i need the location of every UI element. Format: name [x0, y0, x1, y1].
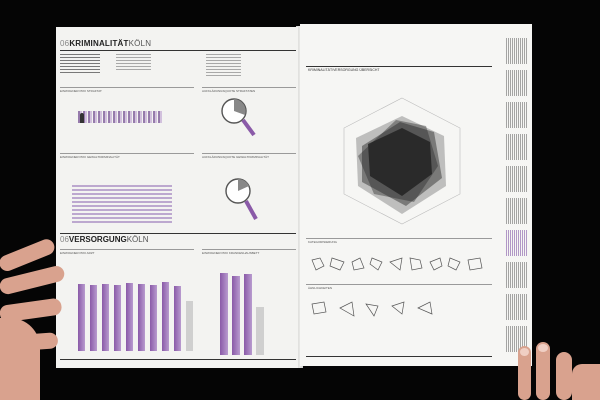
- hospital-bed-bar-chart: [220, 267, 270, 355]
- mini-chart: [506, 262, 528, 288]
- right-title: KRIMINALITÄT/VERSORGUNG ÜBERSICHT: [308, 68, 380, 72]
- bed-bar: [232, 276, 240, 355]
- radar-chart: [322, 86, 482, 236]
- bottom-rule: [60, 359, 296, 360]
- sim-shape-4: [392, 302, 404, 314]
- section5-rule: [60, 233, 296, 234]
- doctor-bar: [186, 301, 193, 351]
- section3-rule: [60, 153, 194, 154]
- shape-7: [430, 258, 442, 270]
- section6-rule: [60, 249, 194, 250]
- right-title-rule: [306, 66, 492, 67]
- section5-main: VERSORGUNG: [68, 235, 127, 244]
- mini-chart: [506, 166, 528, 192]
- mini-chart: [506, 198, 528, 224]
- left-hand-palm: [0, 318, 40, 400]
- section4-rule: [202, 153, 296, 154]
- section4-label: AUFKLÄRUNGSQUOTE GEWALTKRIMINALITÄT: [202, 155, 270, 159]
- left-page-title: [60, 39, 151, 48]
- mini-chart: [506, 134, 528, 160]
- right-nail-2: [538, 344, 548, 352]
- intro-text-block: [60, 54, 100, 74]
- mini-chart: [506, 70, 528, 96]
- shape-1: [312, 258, 324, 270]
- magnifier-handle: [243, 120, 254, 135]
- doctor-bar-chart: [78, 267, 202, 351]
- doctor-bar: [114, 285, 121, 351]
- doctor-bar: [102, 284, 109, 351]
- shape-3: [352, 258, 364, 270]
- section2-label: AUFKLÄRUNGSQUOTE STRAFTATEN: [202, 89, 256, 93]
- section3-label: EINWOHNER PRO GEWALTKRIMINALITÄT: [60, 155, 120, 159]
- title-main: KRIMINALITÄT: [69, 39, 129, 48]
- people-icon-row: [78, 111, 162, 123]
- section7-label: EINWOHNER PRO KRANKENHAUSBETT: [202, 251, 260, 255]
- shape-5: [390, 258, 402, 270]
- section5-title: [60, 235, 149, 244]
- right-page: [300, 24, 532, 366]
- magnifier-chart-2: [224, 175, 268, 225]
- section7-rule: [202, 249, 296, 250]
- doctor-bar: [78, 284, 85, 351]
- shape-6: [410, 258, 422, 270]
- sim-shape-5: [418, 302, 432, 314]
- mini-chart: [506, 294, 528, 320]
- category-shapes-row: [310, 254, 490, 274]
- mini-chart: [506, 102, 528, 128]
- section1-rule: [60, 87, 194, 88]
- shape-2: [330, 258, 344, 270]
- section-b-label: ÄHNLICHKEITEN: [308, 286, 333, 290]
- sim-shape-2: [340, 302, 354, 316]
- section-a-rule: [306, 238, 492, 239]
- mini-chart: [506, 38, 528, 64]
- intro-text-block-3: [206, 54, 241, 76]
- right-hand-back: [572, 364, 600, 400]
- sim-shape-1: [312, 302, 326, 314]
- magnifier-chart-1: [218, 95, 262, 141]
- sim-shape-3: [366, 304, 378, 316]
- section2-rule: [202, 87, 296, 88]
- section1-label: EINWOHNER PRO STRAFTAT: [60, 89, 102, 93]
- title-prefix: 06: [60, 39, 70, 48]
- magnifier-handle-2: [246, 201, 256, 219]
- doctor-bar: [90, 285, 97, 351]
- doctor-bar: [162, 282, 169, 351]
- left-hand: [0, 258, 70, 400]
- left-finger-3: [0, 297, 63, 322]
- section-b-rule: [306, 284, 492, 285]
- mini-chart: [506, 230, 528, 256]
- right-hand: [516, 338, 600, 400]
- doctor-bar: [126, 283, 133, 351]
- right-bottom-rule: [306, 356, 492, 357]
- doctor-bar: [150, 285, 157, 351]
- person-icon: [80, 113, 84, 123]
- bed-bar: [244, 274, 252, 355]
- bed-bar: [256, 307, 264, 355]
- shape-9: [468, 258, 482, 270]
- left-finger-4: [3, 332, 58, 352]
- doctor-bar: [174, 286, 181, 351]
- violence-bars-grid: [72, 185, 172, 223]
- shape-8: [448, 258, 460, 270]
- section-a-label: KATEGORISIERUNG: [308, 240, 337, 244]
- bed-bar: [220, 273, 228, 355]
- right-finger-3: [556, 352, 572, 400]
- section5-city: KÖLN: [126, 235, 149, 244]
- doctor-bar: [138, 284, 145, 351]
- similarity-shapes-row: [310, 298, 450, 320]
- left-page: [56, 27, 298, 368]
- margin-mini-charts: [506, 38, 528, 360]
- right-nail-1: [520, 348, 529, 356]
- section5-prefix: 06: [60, 235, 69, 244]
- title-city: KÖLN: [128, 39, 152, 48]
- title-rule: [60, 50, 296, 51]
- intro-text-block-2: [116, 54, 151, 72]
- section6-label: EINWOHNER PRO ARZT: [60, 251, 95, 255]
- shape-4: [370, 258, 382, 270]
